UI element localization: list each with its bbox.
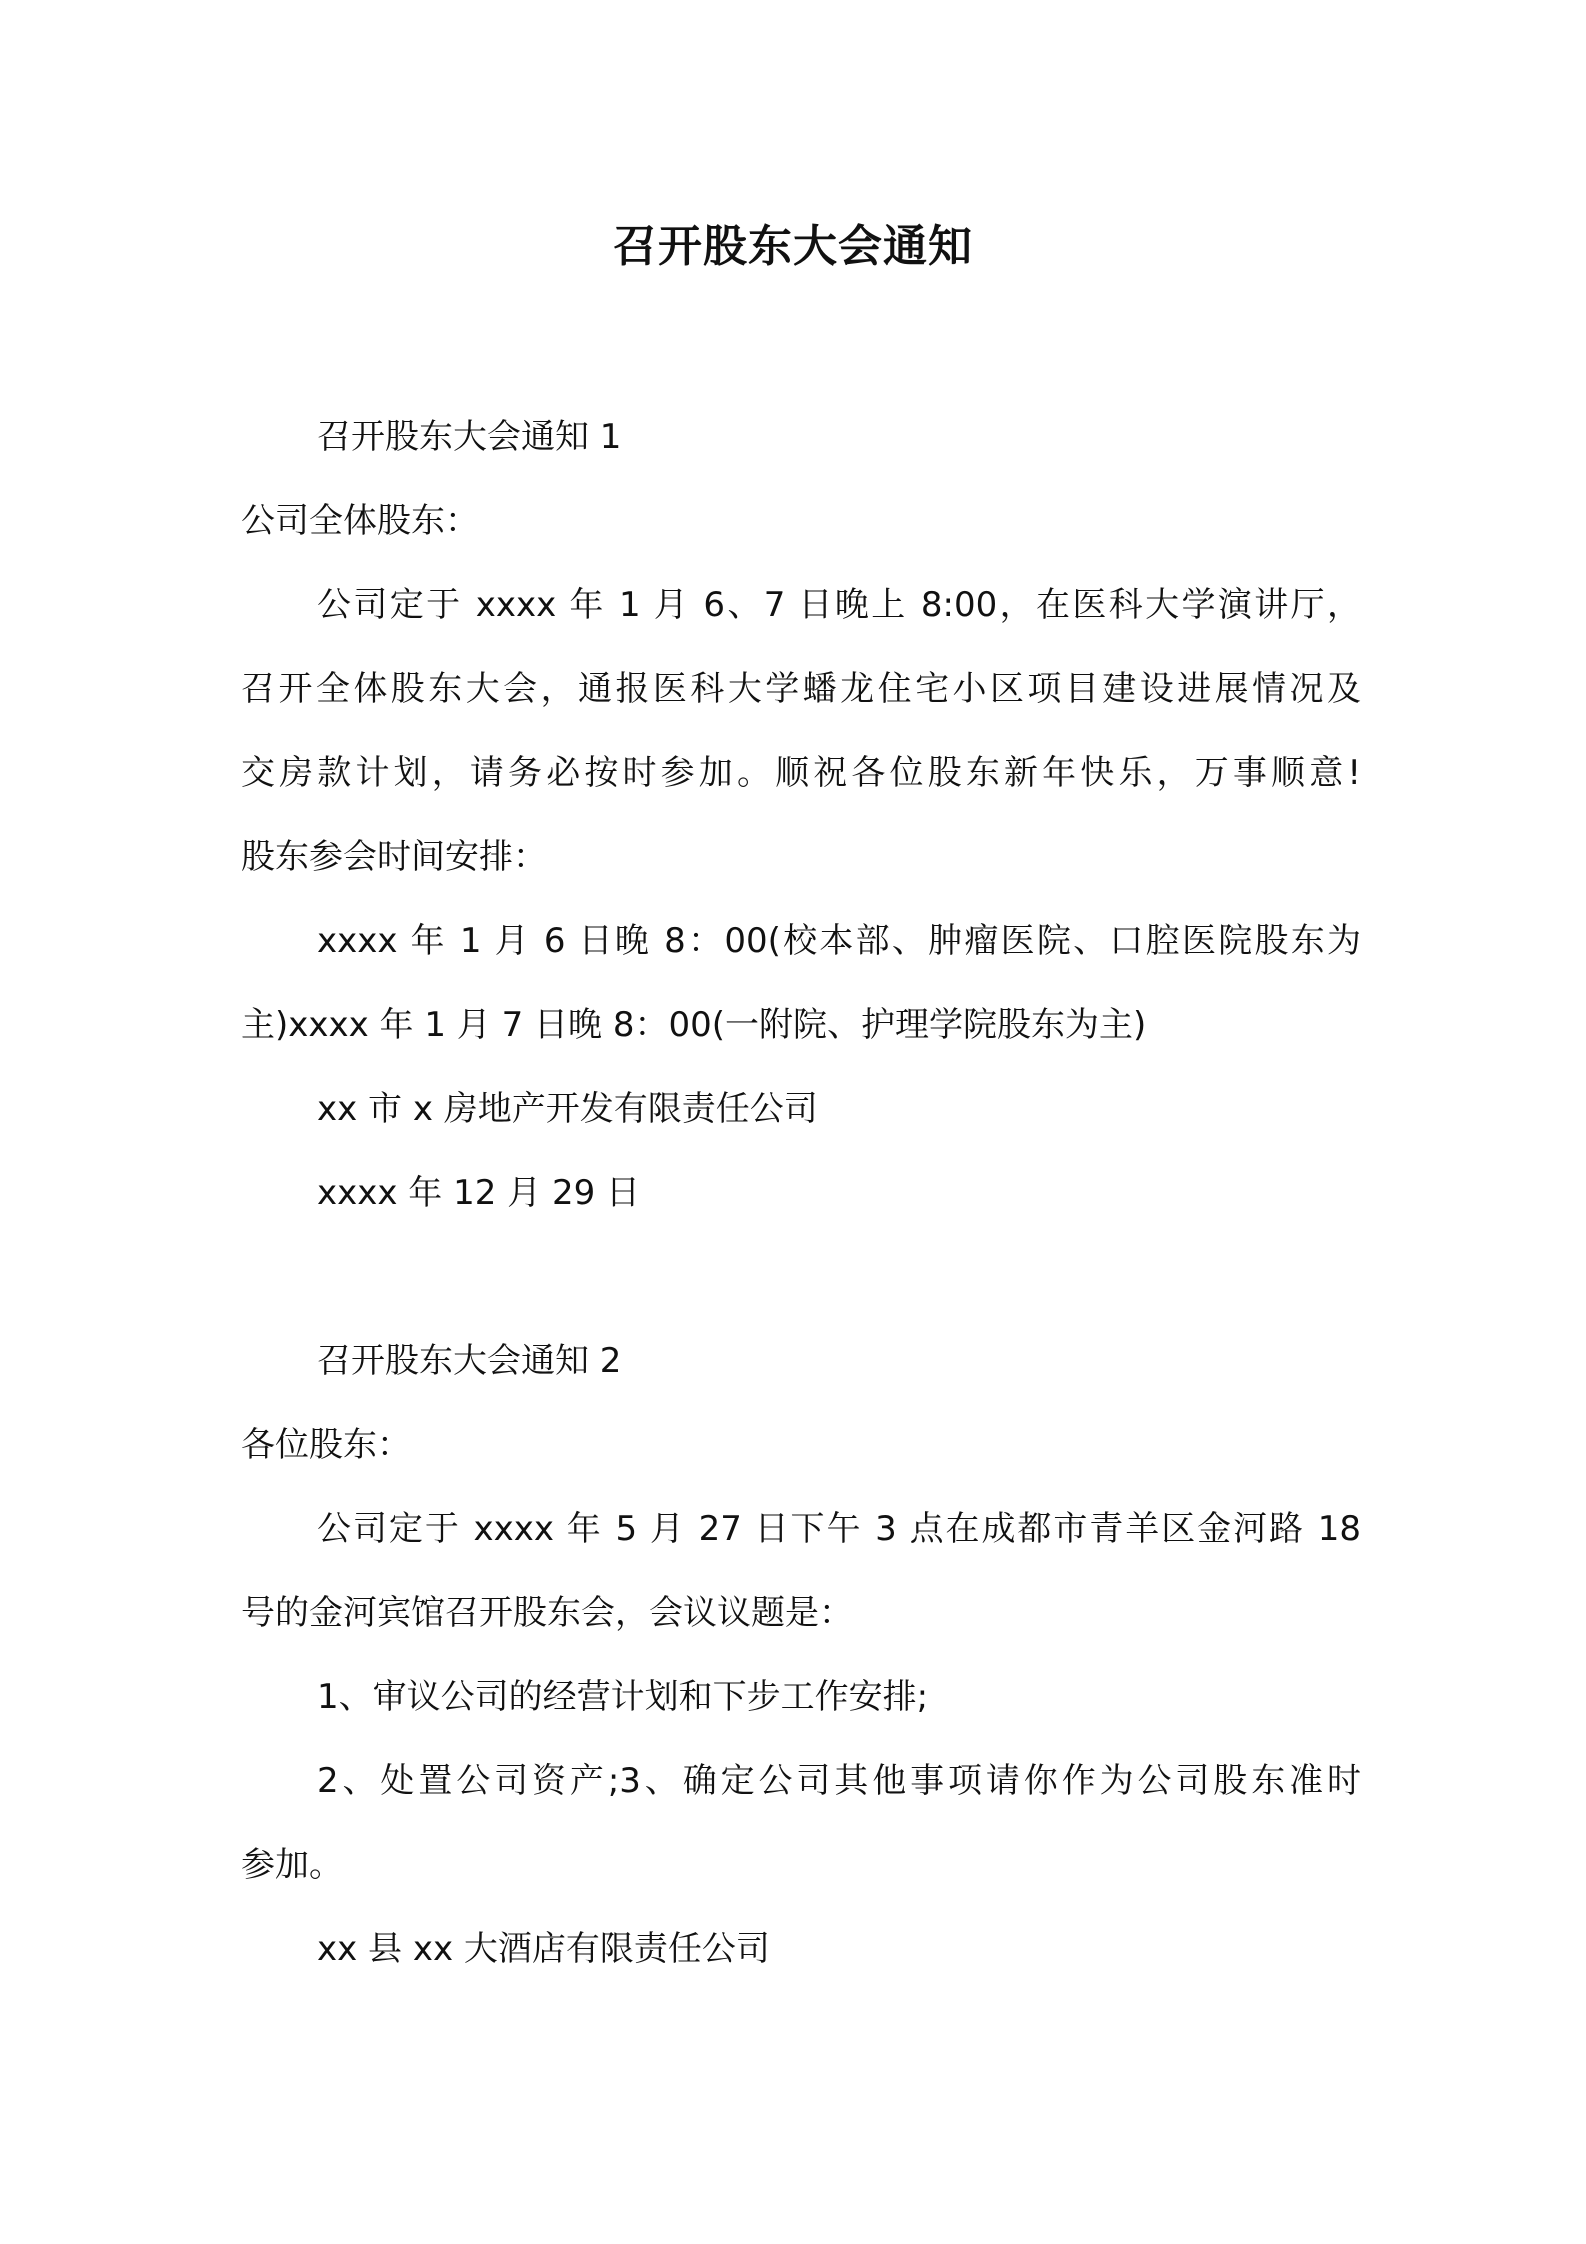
notice1-heading: 召开股东大会通知 1 (317, 417, 622, 457)
notice2-item-2: 2、处置公司资产;3、确定公司其他事项请你作为公司股东准时 (317, 1761, 1361, 1801)
notice2-item-2-continued: 参加。 (241, 1845, 343, 1885)
notice1-salutation: 公司全体股东： (241, 501, 479, 541)
notice2-body-line: 公司定于 xxxx 年 5 月 27 日下午 3 点在成都市青羊区金河路 18 (317, 1509, 1361, 1549)
notice1-schedule-line: 主)xxxx 年 1 月 7 日晚 8：00(一附院、护理学院股东为主) (241, 1005, 1147, 1045)
notice1-date: xxxx 年 12 月 29 日 (317, 1173, 641, 1213)
notice2-company: xx 县 xx 大酒店有限责任公司 (317, 1929, 770, 1969)
notice1-body-line: 召开全体股东大会，通报医科大学蟠龙住宅小区项目建设进展情况及 (241, 669, 1361, 709)
notice2-body-line: 号的金河宾馆召开股东会，会议议题是： (241, 1593, 853, 1633)
notice2-heading: 召开股东大会通知 2 (317, 1341, 622, 1381)
notice1-body-line: 交房款计划，请务必按时参加。顺祝各位股东新年快乐，万事顺意! (241, 753, 1361, 793)
notice1-body-line: 公司定于 xxxx 年 1 月 6、7 日晚上 8:00，在医科大学演讲厅， (317, 585, 1361, 625)
notice2-salutation: 各位股东： (241, 1425, 411, 1465)
notice1-company: xx 市 x 房地产开发有限责任公司 (317, 1089, 818, 1129)
notice2-item-1: 1、审议公司的经营计划和下步工作安排; (317, 1677, 929, 1717)
notice1-schedule-heading: 股东参会时间安排： (241, 837, 547, 877)
section-gap (241, 1235, 1361, 1319)
document-title: 召开股东大会通知 (613, 221, 973, 272)
notice1-schedule-line: xxxx 年 1 月 6 日晚 8：00(校本部、肿瘤医院、口腔医院股东为 (317, 921, 1361, 961)
document-body (241, 395, 1361, 1991)
